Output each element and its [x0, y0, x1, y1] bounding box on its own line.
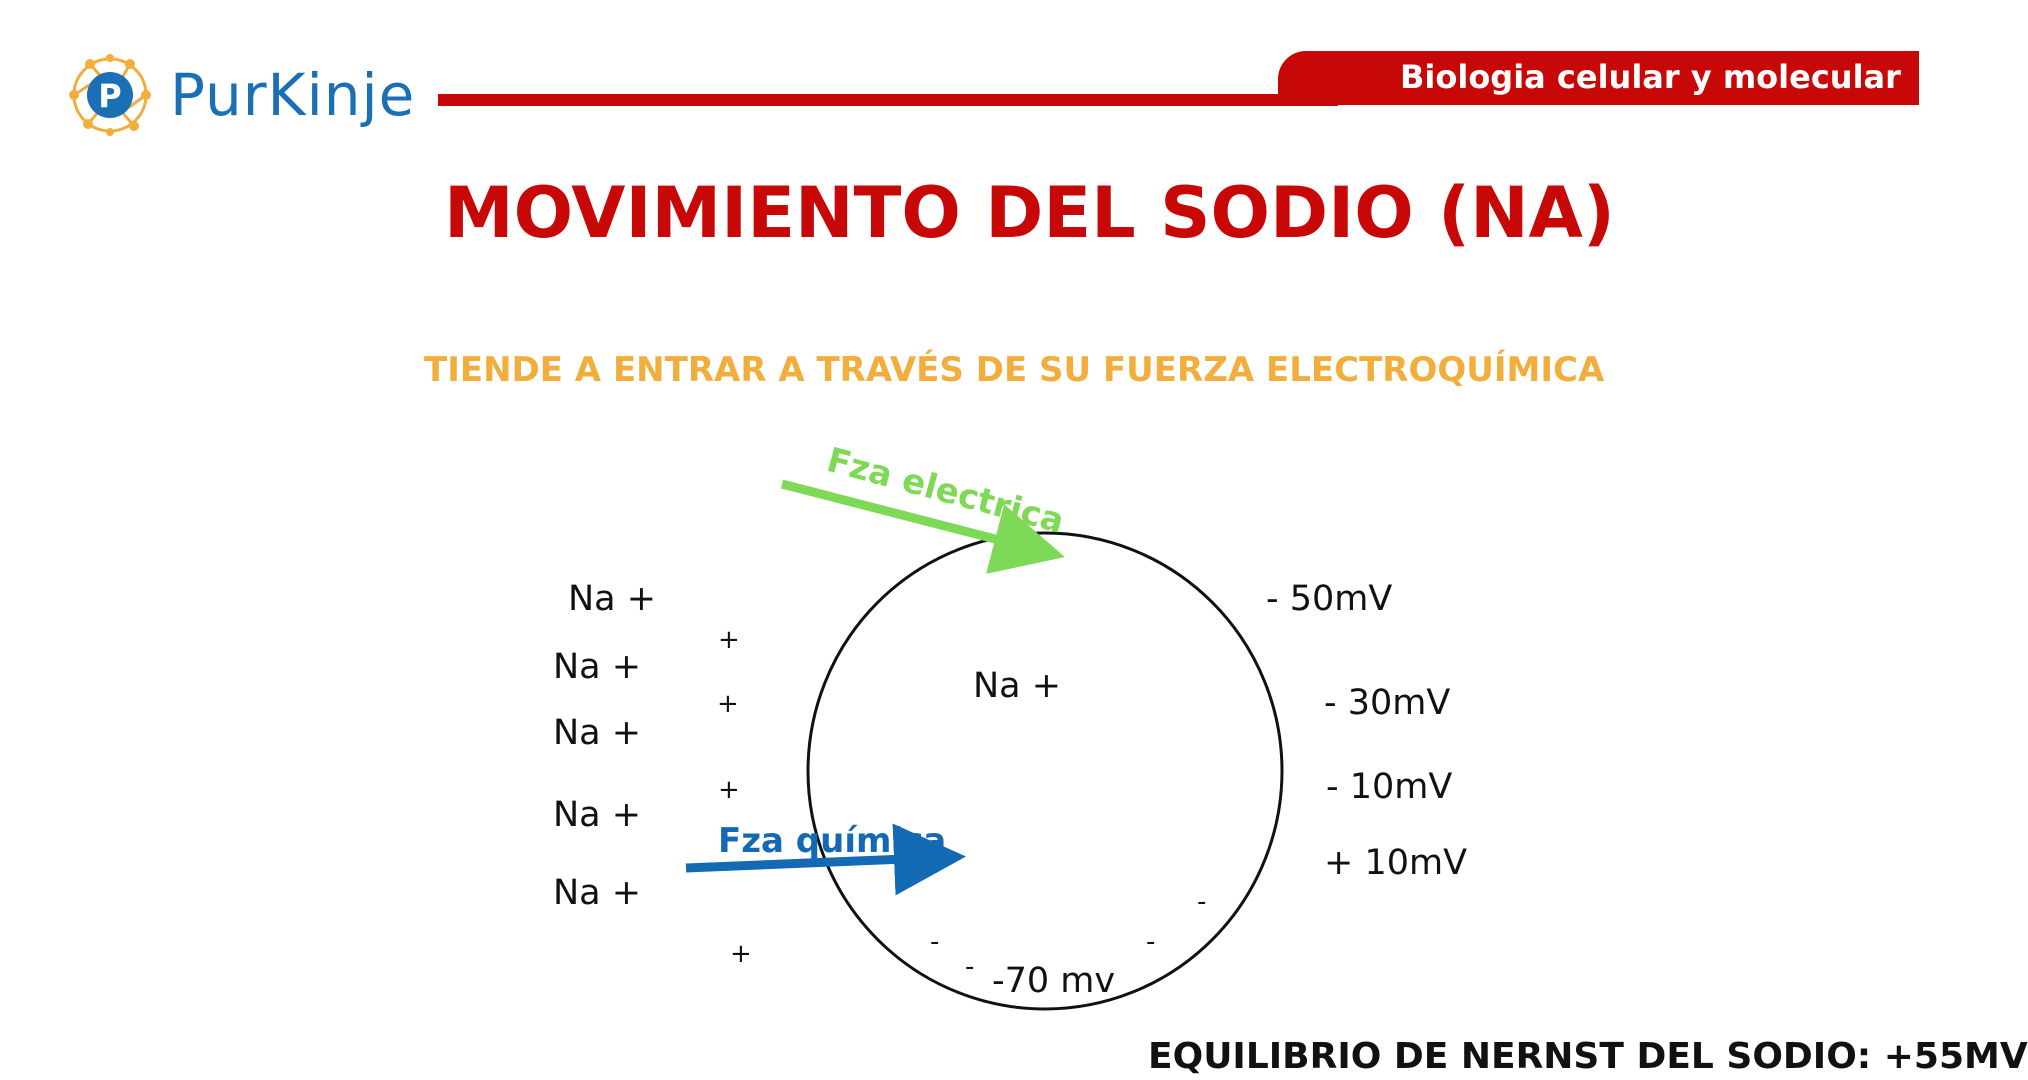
slide-subtitle: TIENDE A ENTRAR A TRAVÉS DE SU FUERZA ELECTROQUÍMICA: [424, 350, 1605, 390]
outside-ion: Na +: [553, 713, 642, 753]
outside-ion: Na +: [568, 579, 657, 619]
outside-charge: +: [718, 775, 740, 805]
potential-value: - 50mV: [1266, 579, 1393, 619]
electric-force-label: Fza electrica: [822, 440, 1069, 542]
potential-value: - 30mV: [1324, 683, 1451, 723]
potential-value: - 10mV: [1326, 767, 1453, 807]
inside-charge: -: [1146, 927, 1156, 957]
outside-charge: +: [730, 939, 752, 969]
svg-text:P: P: [98, 77, 122, 115]
outside-charge: +: [717, 689, 739, 719]
potential-value: + 10mV: [1324, 843, 1468, 883]
outside-ion: Na +: [553, 647, 642, 687]
outside-charge: +: [718, 625, 740, 655]
slide-title: MOVIMIENTO DEL SODIO (NA): [444, 172, 1615, 254]
brand-name: PurKinje: [170, 61, 416, 129]
cell-membrane: [808, 533, 1282, 1009]
inside-charge: -: [930, 927, 940, 957]
inside-ion: Na +: [973, 666, 1062, 706]
inside-charge: -: [1197, 887, 1207, 917]
inside-charge: -: [965, 952, 975, 982]
course-name: Biologia celular y molecular: [1400, 58, 1901, 96]
nernst-equilibrium-note: EQUILIBRIO DE NERNST DEL SODIO: +55MV: [1148, 1036, 2028, 1077]
chemical-force-label: Fza química: [718, 821, 947, 861]
outside-ion: Na +: [553, 873, 642, 913]
resting-potential: -70 mv: [992, 961, 1116, 1001]
outside-ion: Na +: [553, 795, 642, 835]
